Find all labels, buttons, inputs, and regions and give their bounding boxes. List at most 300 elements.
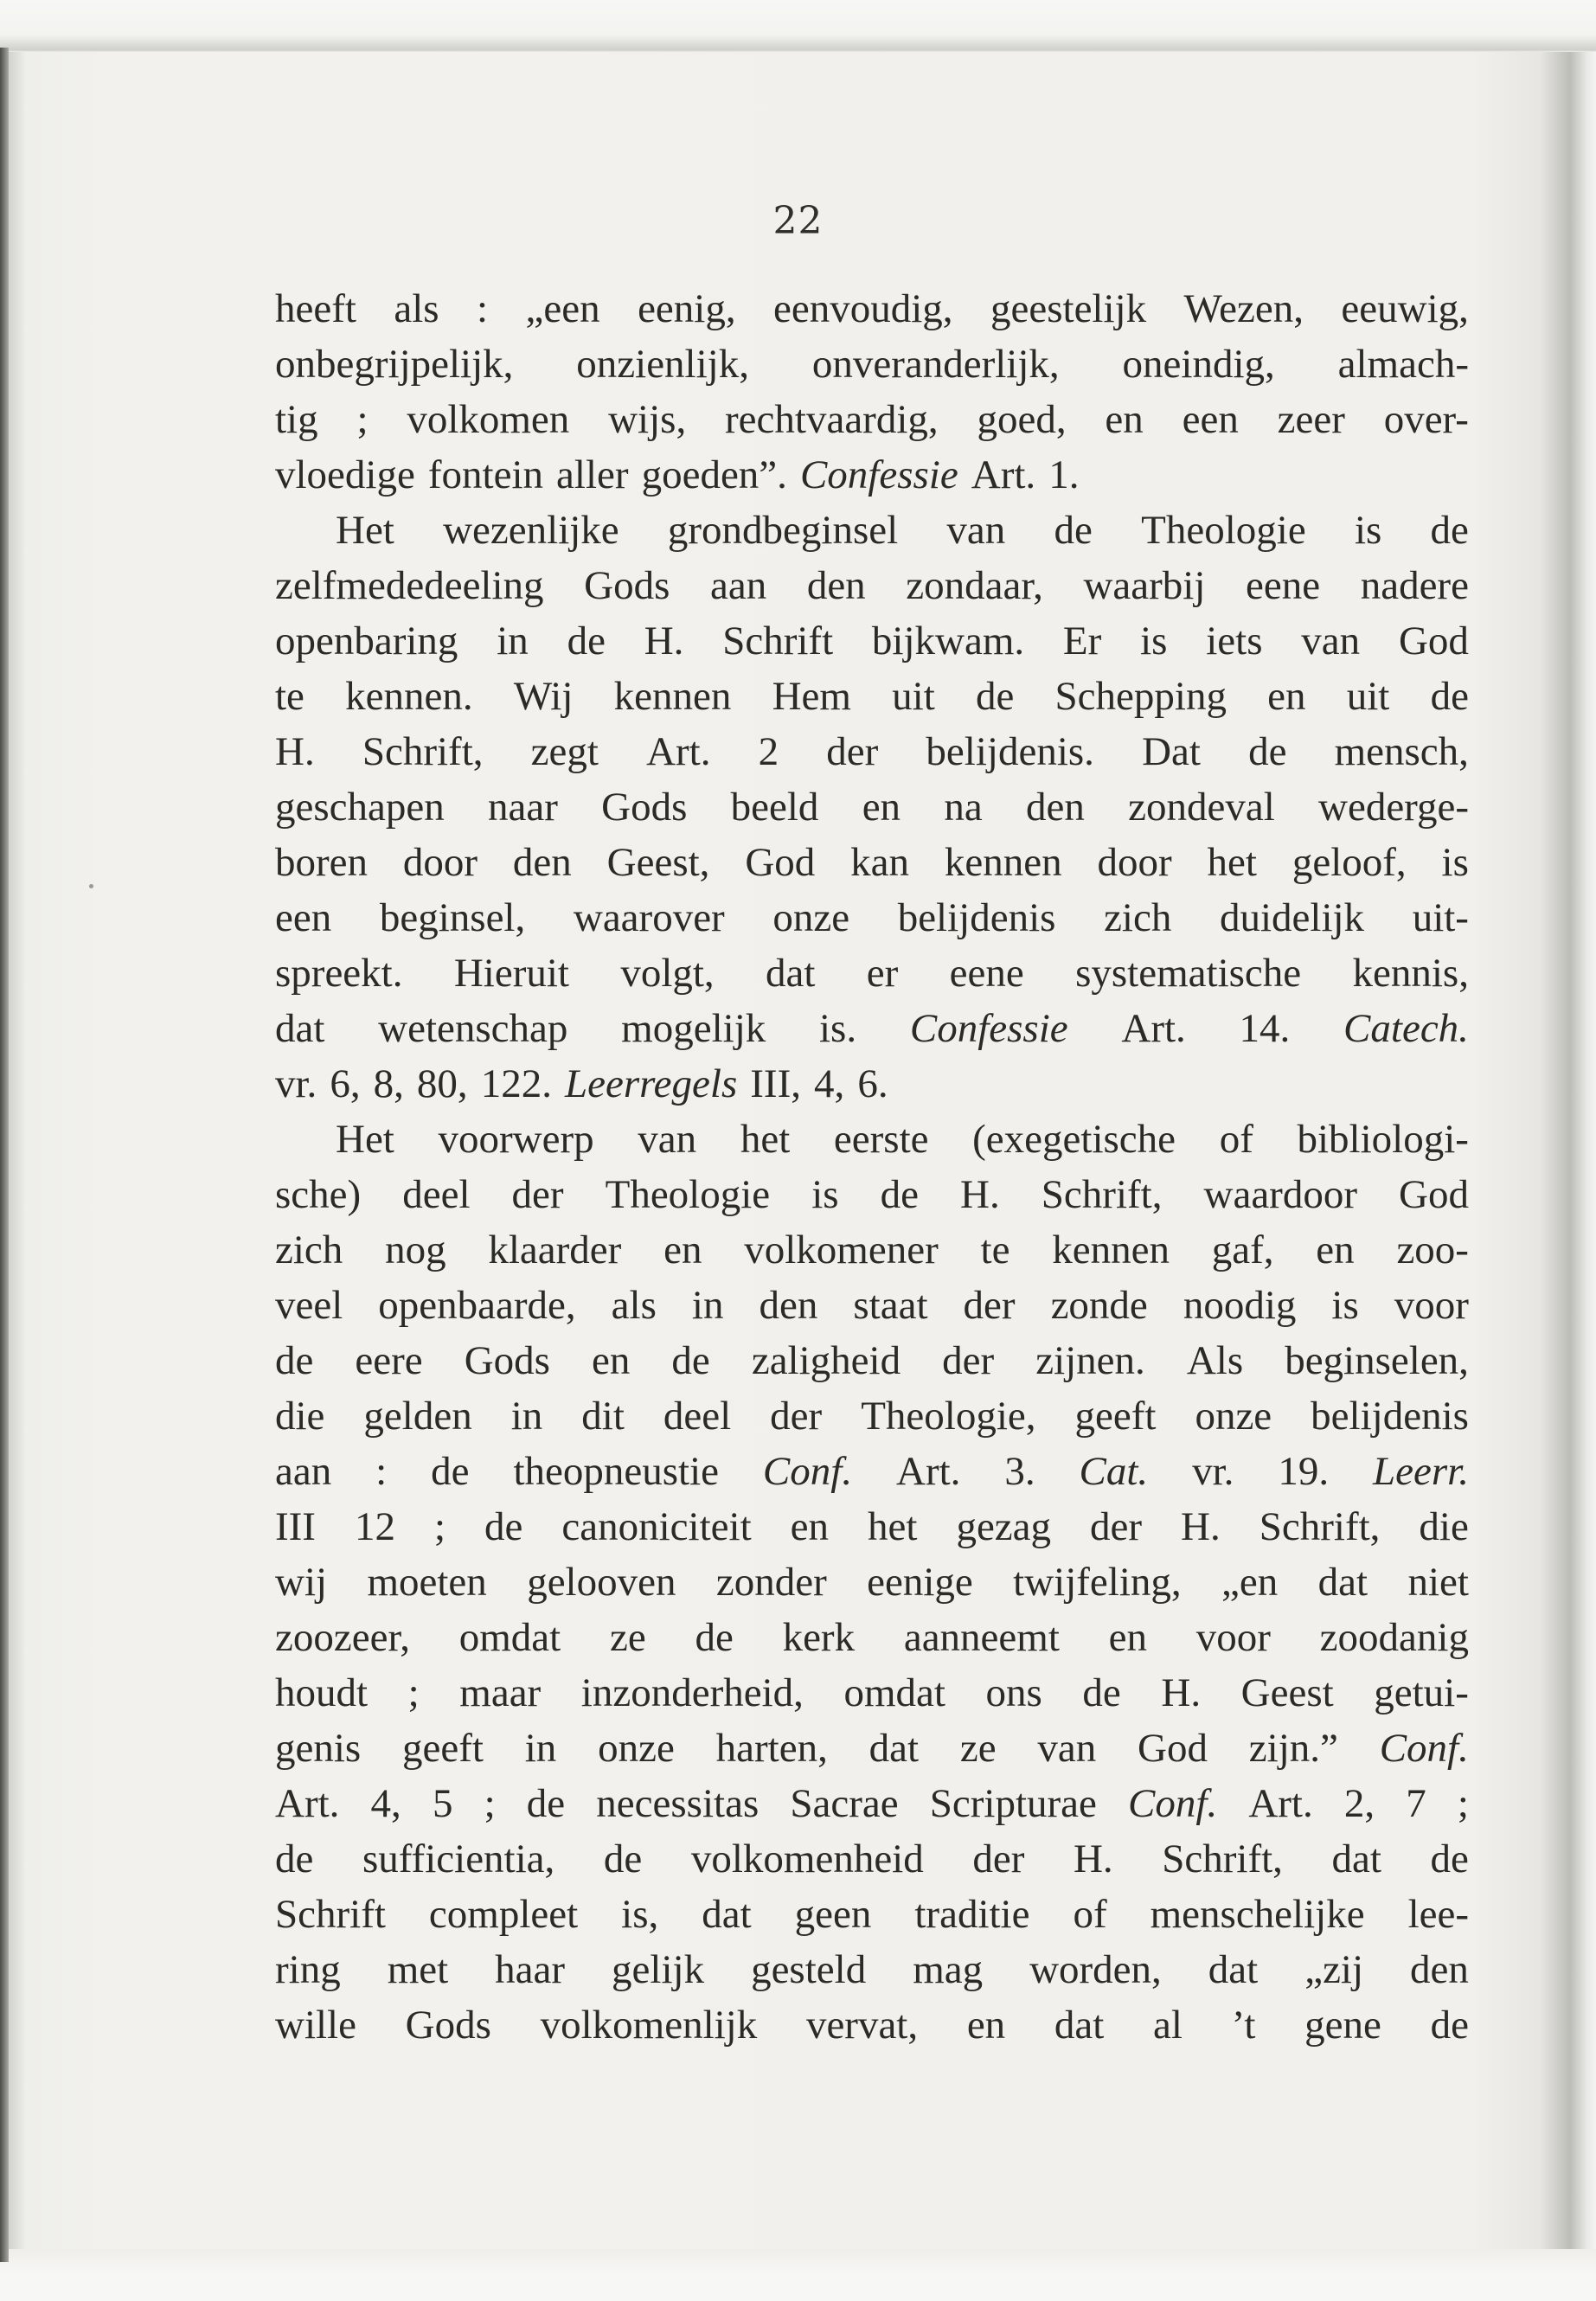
text-line [275,1388,1469,1444]
text-line [275,835,1469,890]
text-line [275,779,1469,835]
word: ring [275,1947,341,1992]
word: het [1207,840,1257,885]
word: God [745,840,816,885]
word: uit- [1412,895,1469,940]
word: der [1090,1504,1143,1549]
word: waarbij [1083,563,1206,608]
word: als [394,286,439,331]
word: de [275,1836,314,1881]
word: Gods [584,563,670,608]
word: dat [702,1892,752,1937]
word: Hieruit [453,951,569,996]
word: in [497,619,529,663]
word: volkomenheid [690,1836,924,1881]
text-line [275,1222,1469,1278]
word: 3. [1004,1449,1035,1494]
word: kennen [613,674,732,719]
word: Sacrae [790,1781,899,1826]
word: H. [644,619,684,663]
word: zijn.” [1248,1726,1338,1771]
word: het [868,1504,918,1549]
word: den [512,840,572,885]
word: Art. [971,452,1036,497]
book-spine-shadow [0,48,9,2262]
word: 6. [857,1061,888,1106]
word: zonder [715,1560,827,1605]
word: dat [766,951,816,996]
word: zoo- [1396,1227,1469,1272]
word: met [387,1947,449,1992]
word: dat [1317,1560,1368,1605]
word: belijdenis. [926,729,1094,774]
word: 4, [814,1061,845,1106]
word: volgt, [620,951,715,996]
word: wederge- [1318,785,1469,830]
word: almach- [1337,342,1469,387]
text-line [275,1444,1469,1499]
word: te [980,1227,1010,1272]
word: Art. [275,1781,340,1826]
word: openbaring [275,619,458,663]
word: de [695,1615,734,1660]
word: goed, [977,397,1067,442]
italic-word: Conf. [1128,1781,1218,1826]
word: de [671,1338,710,1383]
word: dit [581,1394,625,1439]
word: den [806,563,866,608]
word: Art. [1121,1006,1186,1051]
word: de [275,1338,314,1383]
word: en [1108,1615,1148,1660]
word: eeuwig, [1341,286,1469,331]
word: kennen [1052,1227,1170,1272]
word: fontein [427,452,544,497]
word: kennis, [1352,951,1469,996]
word: mogelijk [621,1006,766,1051]
word: kan [850,840,910,885]
word: „een [525,286,600,331]
word: is [1331,1283,1359,1328]
word: bibliologi- [1297,1117,1469,1162]
word: „zij [1304,1947,1364,1992]
word: 1. [1048,452,1080,497]
word: : [477,286,489,331]
word: der [511,1172,564,1217]
word: de [975,674,1015,719]
word: de [603,1836,643,1881]
word: nog [385,1227,446,1272]
word: ; [356,397,369,442]
word: aanneemt [903,1615,1060,1660]
word: uit [1346,674,1390,719]
word: zegt [530,729,599,774]
word: en [1267,674,1306,719]
word: belijdenis [897,895,1056,940]
italic-word: Leerregels [564,1061,738,1106]
word: III, [750,1061,801,1106]
word: een [275,895,332,940]
word: Geest [1240,1670,1334,1715]
word: voor [1394,1283,1469,1328]
text-line [275,1056,1469,1112]
text-line [275,1610,1469,1665]
word: kerk [782,1615,856,1660]
word: noodig [1183,1283,1297,1328]
word: vr. [1192,1449,1234,1494]
word: Wezen, [1183,286,1304,331]
text-line [275,945,1469,1001]
word: aan [275,1449,332,1494]
word: eenig, [638,286,736,331]
word: deel [402,1172,471,1217]
word: van [1301,619,1361,663]
word: houdt [275,1670,369,1715]
text-line [275,1665,1469,1721]
word: gaf, [1211,1227,1274,1272]
word: dat [1208,1947,1259,1992]
word: Schrift, [1259,1504,1381,1549]
word: volkomen [407,397,570,442]
word: omdat [458,1615,561,1660]
word: menschelijke [1150,1892,1365,1937]
word: dat [1054,2003,1105,2048]
text-line [275,1554,1469,1610]
text-line [275,503,1469,558]
word: God [1398,619,1469,663]
word: is, [621,1892,659,1937]
text-line [275,336,1469,392]
word: God [1399,1172,1469,1217]
word: Gods [601,785,688,830]
word: Er [1062,619,1102,663]
word: de [484,1504,523,1549]
word: 19. [1278,1449,1330,1494]
word: harten, [715,1726,828,1771]
text-line [275,1001,1469,1056]
word: den [1410,1947,1469,1992]
word: bijkwam. [871,619,1025,663]
word: compleet [428,1892,579,1937]
word: Schrift, [362,729,484,774]
word: de [1430,674,1469,719]
word: in [691,1283,724,1328]
word: 2, [1343,1781,1375,1826]
word: der [963,1283,1016,1328]
word: genis [275,1726,362,1771]
word: inzonderheid, [580,1670,804,1715]
word: en [966,2003,1006,2048]
word: onze [772,895,850,940]
word: klaarder [488,1227,622,1272]
word: is. [819,1006,857,1051]
word: door [402,840,478,885]
text-line [275,447,1469,503]
word: 122. [480,1061,552,1106]
text-line [275,1333,1469,1388]
word: H. [1161,1670,1202,1715]
word: de [431,1449,470,1494]
word: onze [598,1726,675,1771]
text-line [275,669,1469,724]
word: wezenlijke [443,508,619,553]
word: H. [1181,1504,1221,1549]
word: openbaarde, [378,1283,576,1328]
word: zondaar, [906,563,1043,608]
word: over- [1383,397,1469,442]
word: Theologie, [861,1394,1036,1439]
word: voorwerp [438,1117,594,1162]
word: de [1430,2003,1469,2048]
word: ; [1457,1781,1469,1826]
word: den [759,1283,818,1328]
word: necessitas [596,1781,760,1826]
word: al [1152,2003,1183,2048]
word: Wij [513,674,574,719]
text-line [275,1831,1469,1887]
word: Theologie [1141,508,1306,553]
word: H. [1073,1836,1113,1881]
word: eenige [867,1560,973,1605]
word: deel [663,1394,732,1439]
word: de [880,1172,919,1217]
word: als [611,1283,657,1328]
word: goeden”. [641,452,787,497]
word: niet [1407,1560,1469,1605]
text-line [275,890,1469,945]
word: systematische [1075,951,1302,996]
word: der [942,1338,995,1383]
word: zeer [1277,397,1345,442]
italic-word: Conf. [762,1449,853,1494]
scan-top-edge [0,0,1596,52]
word: de [567,619,606,663]
word: de [1430,508,1469,553]
text-line [275,1887,1469,1942]
word: en [663,1227,702,1272]
word: „en [1221,1560,1279,1605]
word: geeft [402,1726,484,1771]
word: mensch, [1334,729,1469,774]
word: de [1082,1670,1121,1715]
word: Theologie [605,1172,771,1217]
word: 14. [1239,1006,1291,1051]
word: maar [459,1670,542,1715]
word: of [1219,1117,1253,1162]
word: staat [853,1283,928,1328]
word: wetenschap [378,1006,568,1051]
word: die [275,1394,325,1439]
word: Gods [405,2003,491,2048]
text-line [275,1997,1469,2053]
word: den [1025,785,1085,830]
word: onbegrijpelijk, [275,342,514,387]
word: 2 [758,729,779,774]
word: Schrift [722,619,834,663]
word: 5 [432,1781,453,1826]
word: duidelijk [1219,895,1365,940]
word: onze [1195,1394,1272,1439]
word: der [770,1394,823,1439]
word: tig [275,397,318,442]
word: in [524,1726,557,1771]
word: canoniciteit [561,1504,752,1549]
word: gesteld [751,1947,867,1992]
word: beeld [730,785,819,830]
word: de [1248,729,1287,774]
word: Schrift, [1162,1836,1283,1881]
word: van [638,1117,697,1162]
word: Art. [646,729,711,774]
word: 4, [370,1781,401,1826]
word: God [1138,1726,1208,1771]
word: wille [275,2003,356,2048]
word: ons [985,1670,1042,1715]
word: Het [336,508,394,553]
word: die [1419,1504,1469,1549]
word: moeten [367,1560,487,1605]
word: kennen. [345,674,473,719]
word: naar [488,785,558,830]
word: uit [892,674,935,719]
word: en [1105,397,1144,442]
word: theopneustie [513,1449,719,1494]
word: is [1140,619,1168,663]
text-line [275,1112,1469,1167]
italic-word: Confessie [909,1006,1068,1051]
word: 7 [1406,1781,1426,1826]
word: van [1037,1726,1097,1771]
word: ze [959,1726,997,1771]
word: gelden [363,1394,472,1439]
word: ; [407,1670,420,1715]
word: van [946,508,1006,553]
word: het [740,1117,791,1162]
word: is [1441,840,1469,885]
word: lee- [1407,1892,1469,1937]
text-line [275,281,1469,336]
word: beginselen, [1285,1338,1469,1383]
word: aller [556,452,629,497]
word: ’t [1231,2003,1256,2048]
word: zoodanig [1319,1615,1469,1660]
word: Het [336,1117,394,1162]
word: zonde [1050,1283,1148,1328]
word: ; [484,1781,496,1826]
italic-word: Catech. [1343,1006,1469,1051]
word: zich [1104,895,1172,940]
word: en [591,1338,631,1383]
word: Geest, [606,840,710,885]
word: eenvoudig, [773,286,953,331]
italic-word: Leerr. [1373,1449,1469,1494]
word: Art. [896,1449,961,1494]
text-line [275,613,1469,669]
word: Schrift [275,1892,386,1937]
text-line [275,724,1469,779]
word: 80, [416,1061,468,1106]
body-text [275,281,1469,2053]
word: boren [275,840,369,885]
word: en [1316,1227,1355,1272]
word: waardoor [1203,1172,1357,1217]
word: Scripturae [929,1781,1097,1826]
word: zich [275,1227,343,1272]
word: zelfmededeeling [275,563,544,608]
word: gene [1304,2003,1381,2048]
word: kennen [944,840,1062,885]
text-line [275,1721,1469,1776]
word: er [866,951,899,996]
word: eerste [833,1117,929,1162]
word: 8, [373,1061,404,1106]
word: volkomener [744,1227,939,1272]
word: geschapen [275,785,445,830]
word: eere [355,1338,423,1383]
word: dat [869,1726,920,1771]
word: is [1354,508,1382,553]
word: eene [949,951,1024,996]
word: volkomenlijk [540,2003,758,2048]
word: H. [275,729,315,774]
word: oneindig, [1122,342,1275,387]
word: waarover [573,895,725,940]
word: vr. [275,1061,317,1106]
word: geestelijk [990,286,1147,331]
italic-word: Conf. [1379,1726,1469,1771]
word: wij [275,1560,328,1605]
word: heeft [275,286,356,331]
text-line [275,1942,1469,1997]
word: haar [495,1947,566,1992]
word: gelijk [612,1947,705,1992]
word: Schepping [1054,674,1227,719]
word: zijnen. [1035,1338,1145,1383]
word: voor [1195,1615,1271,1660]
word: worden, [1029,1947,1162,1992]
text-line [275,1278,1469,1333]
italic-word: Cat. [1079,1449,1149,1494]
word: ze [609,1615,646,1660]
word: beginsel, [379,895,526,940]
word: of [1073,1892,1107,1937]
word: dat [275,1006,325,1051]
word: Als [1186,1338,1244,1383]
page-number: 22 [772,199,824,243]
word: Art. [1248,1781,1313,1826]
word: iets [1206,619,1263,663]
word: Dat [1142,729,1201,774]
text-line [275,392,1469,447]
word: vervat, [805,2003,919,2048]
scan-bottom-edge [0,2249,1596,2301]
word: eene [1246,563,1321,608]
word: onzienlijk, [576,342,749,387]
word: een [1182,397,1239,442]
word: Gods [464,1338,550,1383]
word: sche) [275,1172,362,1217]
word: getui- [1374,1670,1469,1715]
word: in [510,1394,543,1439]
word: en [790,1504,830,1549]
word: sufficientia, [362,1836,555,1881]
word: belijdenis [1311,1394,1469,1439]
text-line [275,1167,1469,1222]
word: de [1430,1836,1469,1881]
word: (exegetische [972,1117,1176,1162]
text-line [275,1499,1469,1554]
word: grondbeginsel [667,508,899,553]
